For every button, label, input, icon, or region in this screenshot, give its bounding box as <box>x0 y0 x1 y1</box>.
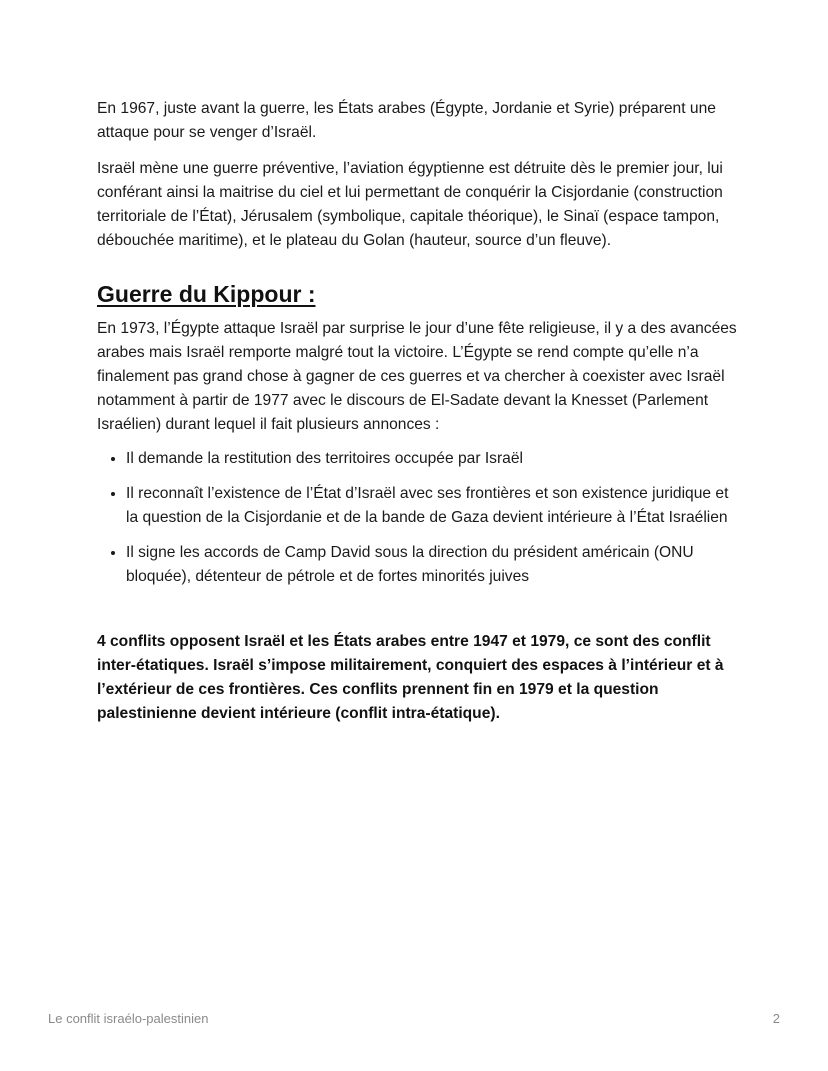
announcements-list <box>97 447 737 589</box>
paragraph-1967-intro: En 1967, juste avant la guerre, les États arabes (Égypte, Jordanie et Syrie) préparent une attaque pour se venger d’Israël. <box>97 100 716 141</box>
list-item: • Il reconnaît l’existence de l’État d’Israël avec ses frontières et son existence juridique et la question de la Cisjordanie et de la bande de Gaza devient intérieure à l’État Israélien <box>126 482 737 530</box>
list-item: • Il demande la restitution des territoires occupée par Israël <box>126 447 737 471</box>
summary-paragraph: 4 conflits opposent Israël et les États arabes entre 1947 et 1979, ce sont des conflit inter-étatiques. Israël s’impose militairement, conquiert des espaces à l’intérieur et à l’extérieur de ces frontières. Ces conflits prennent fin en 1979 et la question palestinienne devient intérieure (conflit intra-étatique). <box>97 633 724 722</box>
paragraph-preventive-war: Israël mène une guerre préventive, l’aviation égyptienne est détruite dès le premier jour, lui conférant ainsi la maitrise du ciel et lui permettant de conquérir la Cisjordanie (construction territoriale de l’État), Jérusalem (symbolique, capitale théorique), le Sinaï (espace tampon, débouchée maritime), et le plateau du Golan (hauteur, source d’un fleuve). <box>97 160 723 249</box>
section-heading-kippour: Guerre du Kippour : <box>97 281 316 307</box>
footer-document-title: Le conflit israélo-palestinien <box>48 1011 209 1026</box>
paragraph-kippour-intro: En 1973, l’Égypte attaque Israël par surprise le jour d’une fête religieuse, il y a des avancées arabes mais Israël remporte malgré tout la victoire. L’Égypte se rend compte qu’elle n’a finalement pas grand chose à gagner de ces guerres et va chercher à coexister avec Israël notamment à partir de 1977 avec le discours de El-Sadate devant la Knesset (Parlement Israélien) durant lequel il fait plusieurs annonces : <box>97 320 737 433</box>
footer-page-number: 2 <box>772 1011 780 1026</box>
document-body <box>97 97 737 726</box>
list-item: • Il signe les accords de Camp David sous la direction du président américain (ONU bloquée), détenteur de pétrole et de fortes minorités juives <box>126 541 737 589</box>
